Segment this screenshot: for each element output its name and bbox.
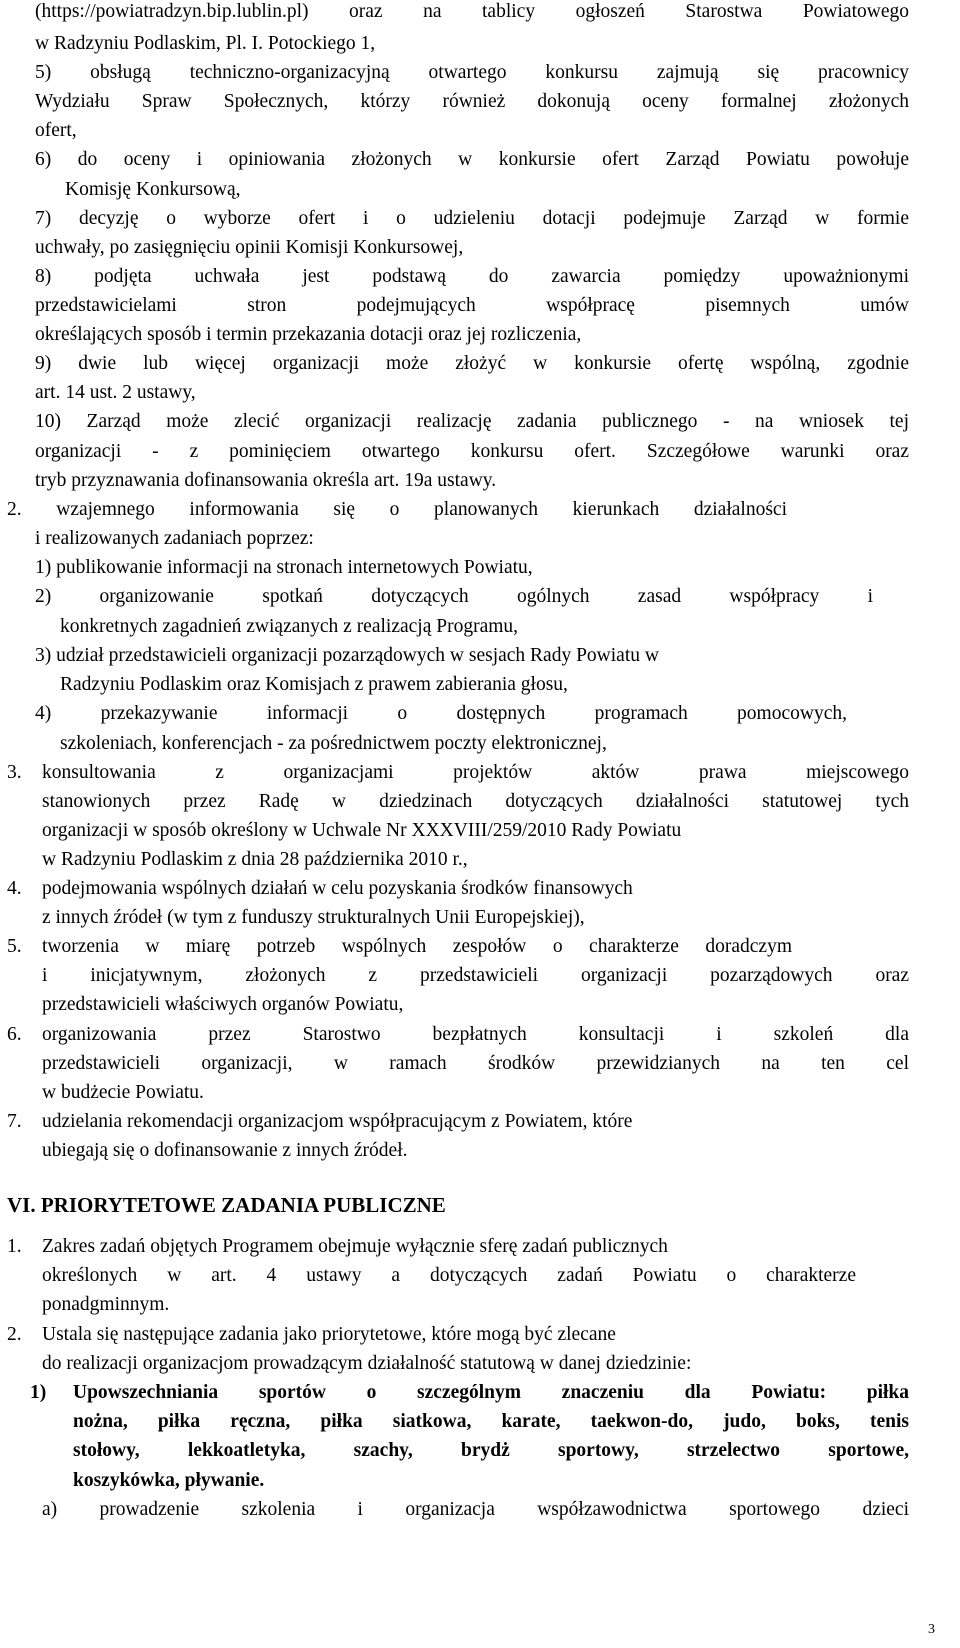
text-line: uchwały, po zasięgnięciu opinii Komisji Konkursowej,	[35, 237, 464, 258]
text-line: w Radzyniu Podlaskim, Pl. I. Potockiego 1,	[35, 33, 376, 54]
sport-priority-item: Upowszechniania sportów o szczególnym znaczeniu dla Powiatu: piłka	[73, 1382, 909, 1403]
text-line: Radzyniu Podlaskim oraz Komisjach z prawem zabierania głosu,	[60, 674, 568, 695]
list-item-5: 5) obsługą techniczno-organizacyjną otwartego konkursu zajmują się pracownicy	[35, 62, 909, 83]
text-line: (https://powiatradzyn.bip.lublin.pl) oraz na tablicy ogłoszeń Starostwa Powiatowego	[35, 1, 909, 22]
text-line: ponadgminnym.	[42, 1294, 170, 1315]
text-line: tryb przyznawania dofinansowania określa art. 19a ustawy.	[35, 470, 497, 491]
text-line: nożna, piłka ręczna, piłka siatkowa, karate, taekwon-do, judo, boks, tenis	[73, 1411, 909, 1432]
text-line: do realizacji organizacjom prowadzącym działalność statutową w danej dziedzinie:	[42, 1353, 692, 1374]
text-line: stanowionych przez Radę w dziedzinach dotyczących działalności statutowej tych	[42, 791, 909, 812]
sub-item-2: 2) organizowanie spotkań dotyczących ogólnych zasad współpracy i	[35, 586, 873, 607]
text-line: i inicjatywnym, złożonych z przedstawicieli organizacji pozarządowych oraz	[42, 965, 909, 986]
priority-item-2: Ustala się następujące zadania jako priorytetowe, które mogą być zlecane	[42, 1324, 616, 1345]
sub-item-1: 1) publikowanie informacji na stronach internetowych Powiatu,	[35, 557, 533, 578]
text-line: Wydziału Spraw Społecznych, którzy również dokonują oceny formalnej złożonych	[35, 91, 909, 112]
text-line: określających sposób i termin przekazania dotacji oraz jej rozliczenia,	[35, 324, 582, 345]
list-number: 4.	[7, 878, 22, 899]
text-line: szkoleniach, konferencjach - za pośrednictwem poczty elektronicznej,	[60, 733, 607, 754]
text-line: w budżecie Powiatu.	[42, 1082, 204, 1103]
section-5: tworzenia w miarę potrzeb wspólnych zespołów o charakterze doradczym	[42, 936, 792, 957]
text-line: Komisję Konkursową,	[65, 179, 241, 200]
text-line: przedstawicieli właściwych organów Powiatu,	[42, 994, 404, 1015]
list-number: 3.	[7, 762, 22, 783]
sub-item-4: 4) przekazywanie informacji o dostępnych programach pomocowych,	[35, 703, 847, 724]
text-line: określonych w art. 4 ustawy a dotyczących zadań Powiatu o charakterze	[42, 1265, 856, 1286]
section-6: organizowania przez Starostwo bezpłatnych konsultacji i szkoleń dla	[42, 1024, 909, 1045]
text-line: przedstawicielami stron podejmujących współpracę pisemnych umów	[35, 295, 909, 316]
text-line: z innych źródeł (w tym z funduszy strukturalnych Unii Europejskiej),	[42, 907, 585, 928]
list-item-6: 6) do oceny i opiniowania złożonych w konkursie ofert Zarząd Powiatu powołuje	[35, 149, 909, 170]
list-number: 1)	[30, 1382, 47, 1403]
text-line: organizacji w sposób określony w Uchwale Nr XXXVIII/259/2010 Rady Powiatu	[42, 820, 682, 841]
text-line: ofert,	[35, 120, 77, 141]
list-number: 2.	[7, 1324, 22, 1345]
text-line: ubiegają się o dofinansowanie z innych źródeł.	[42, 1140, 408, 1161]
text-line: i realizowanych zadaniach poprzez:	[35, 528, 314, 549]
list-number: 6.	[7, 1024, 22, 1045]
list-item-9: 9) dwie lub więcej organizacji może złożyć w konkursie ofertę wspólną, zgodnie	[35, 353, 909, 374]
list-item-8: 8) podjęta uchwała jest podstawą do zawarcia pomiędzy upoważnionymi	[35, 266, 909, 287]
list-number: 1.	[7, 1236, 22, 1257]
list-number: 5.	[7, 936, 22, 957]
list-item-10: 10) Zarząd może zlecić organizacji realizację zadania publicznego - na wniosek tej	[35, 411, 909, 432]
section-3: konsultowania z organizacjami projektów aktów prawa miejscowego	[42, 762, 909, 783]
section-heading: VI. PRIORYTETOWE ZADANIA PUBLICZNE	[7, 1193, 446, 1217]
text-line: art. 14 ust. 2 ustawy,	[35, 382, 196, 403]
priority-item-1: Zakres zadań objętych Programem obejmuje wyłącznie sferę zadań publicznych	[42, 1236, 668, 1257]
list-item-7: 7) decyzję o wyborze ofert i o udzieleniu dotacji podejmuje Zarząd w formie	[35, 208, 909, 229]
list-number: 7.	[7, 1111, 22, 1132]
sub-item-a: a) prowadzenie szkolenia i organizacja współzawodnictwa sportowego dzieci	[42, 1499, 909, 1520]
text-line: konkretnych zagadnień związanych z realizacją Programu,	[60, 616, 519, 637]
text-line: koszykówka, pływanie.	[73, 1470, 265, 1491]
text-line: organizacji - z pominięciem otwartego konkursu ofert. Szczegółowe warunki oraz	[35, 441, 909, 462]
text-line: w Radzyniu Podlaskim z dnia 28 października 2010 r.,	[42, 849, 468, 870]
section-4: podejmowania wspólnych działań w celu pozyskania środków finansowych	[42, 878, 633, 899]
text-line: przedstawicieli organizacji, w ramach środków przewidzianych na ten cel	[42, 1053, 909, 1074]
sub-item-3: 3) udział przedstawicieli organizacji pozarządowych w sesjach Rady Powiatu w	[35, 645, 659, 666]
section-2: 2. wzajemnego informowania się o planowanych kierunkach działalności	[7, 499, 787, 520]
page-number: 3	[928, 1622, 935, 1637]
text-line: stołowy, lekkoatletyka, szachy, brydż sportowy, strzelectwo sportowe,	[73, 1440, 909, 1461]
section-7: udzielania rekomendacji organizacjom współpracującym z Powiatem, które	[42, 1111, 633, 1132]
